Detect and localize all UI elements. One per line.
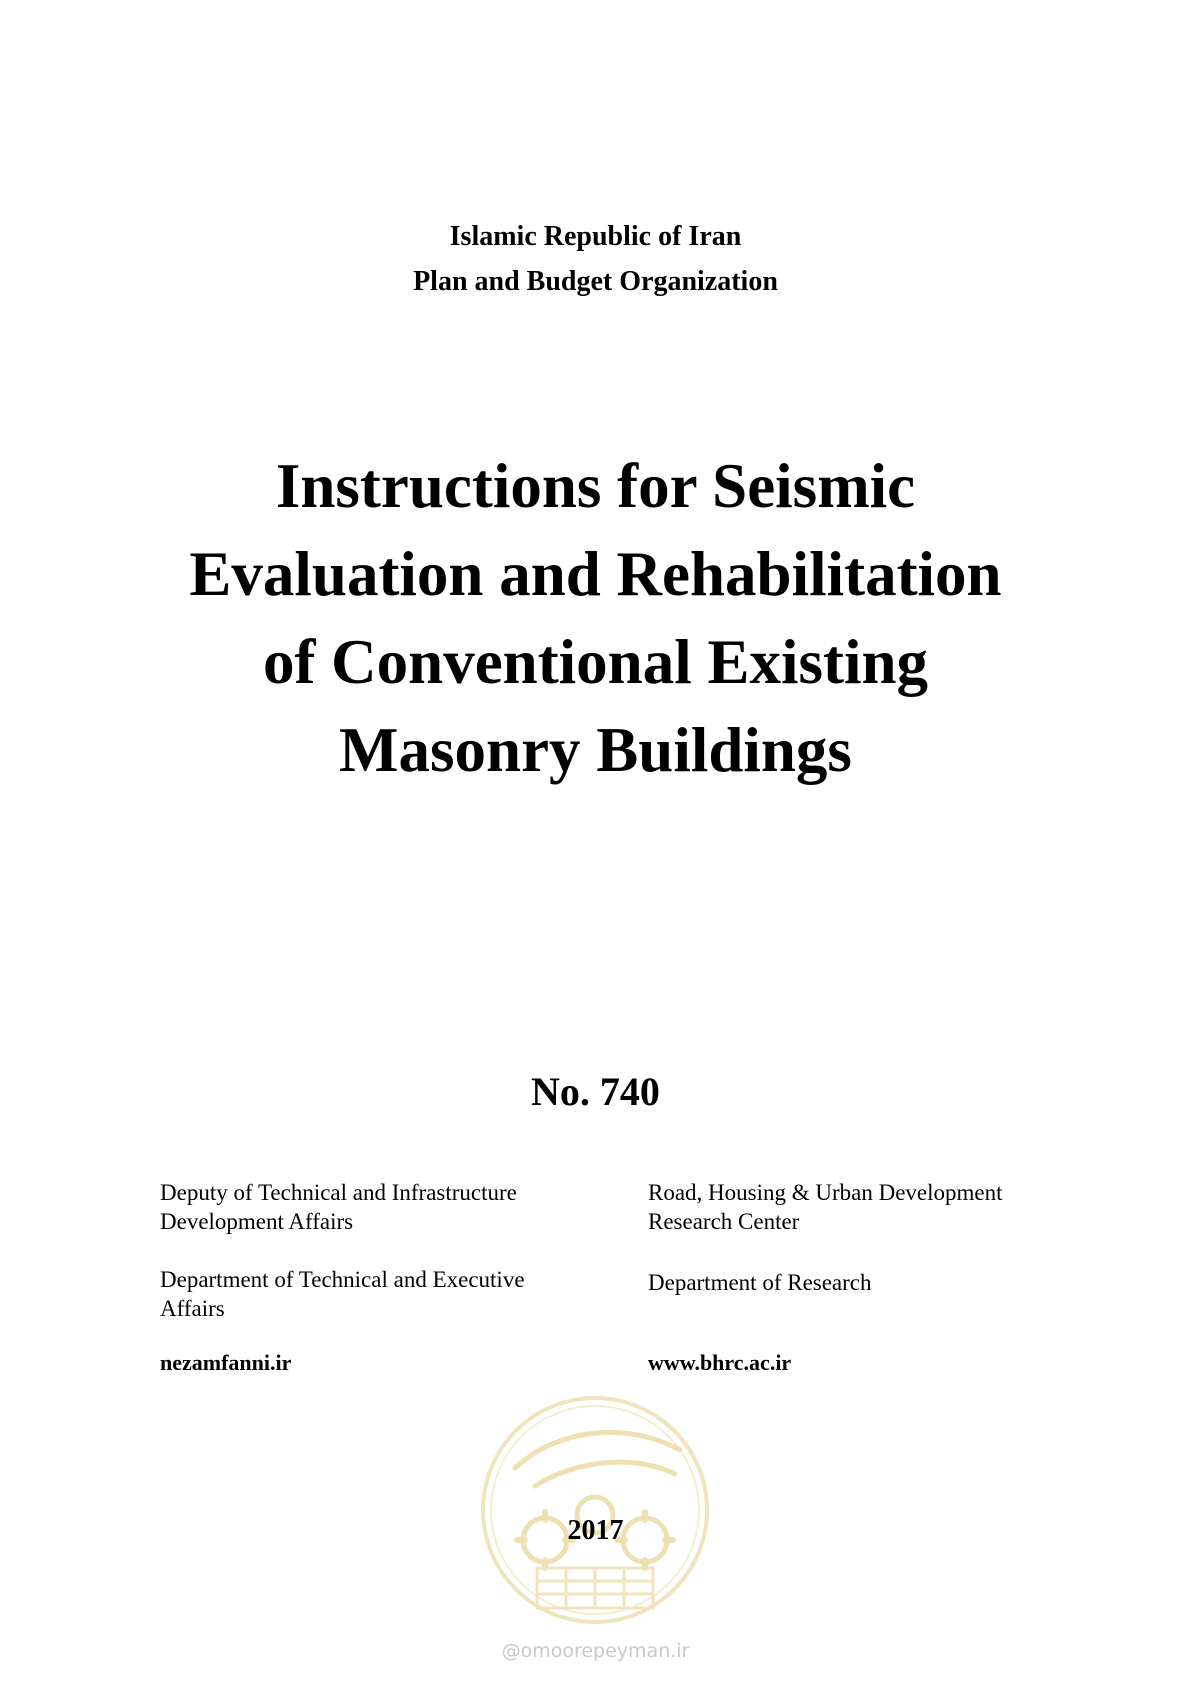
title-line: Instructions for Seismic (275, 451, 916, 521)
watermark-url: @omoorepeyman.ir (501, 1640, 690, 1662)
technical-department-affiliation (160, 1265, 600, 1323)
deputy-line-2: Development Affairs (160, 1209, 354, 1234)
title-line: Masonry Buildings (339, 715, 852, 785)
bhrc-website-link[interactable]: www.bhrc.ac.ir (648, 1350, 792, 1375)
country-name: Islamic Republic of Iran (449, 221, 742, 252)
publisher-header (0, 214, 1191, 304)
document-title (60, 442, 1131, 794)
deputy-affiliation (160, 1178, 600, 1236)
document-number: No. 740 (531, 1069, 660, 1114)
publication-year: 2017 (567, 1515, 624, 1546)
center-line-1: Road, Housing & Urban Development (648, 1180, 1003, 1205)
department-line-1: Department of Technical and Executive (160, 1267, 525, 1292)
deputy-line-1: Deputy of Technical and Infrastructure (160, 1180, 517, 1205)
title-line: of Conventional Existing (262, 627, 929, 697)
nezamfanni-website-link[interactable]: nezamfanni.ir (160, 1350, 292, 1375)
center-line-2: Research Center (648, 1209, 800, 1234)
research-department-affiliation: Department of Research (648, 1270, 872, 1295)
gear-seal-icon (475, 1390, 715, 1630)
title-line: Evaluation and Rehabilitation (189, 539, 1002, 609)
research-center-affiliation (648, 1178, 1088, 1236)
department-line-2: Affairs (160, 1296, 225, 1321)
organization-name: Plan and Budget Organization (413, 266, 778, 297)
